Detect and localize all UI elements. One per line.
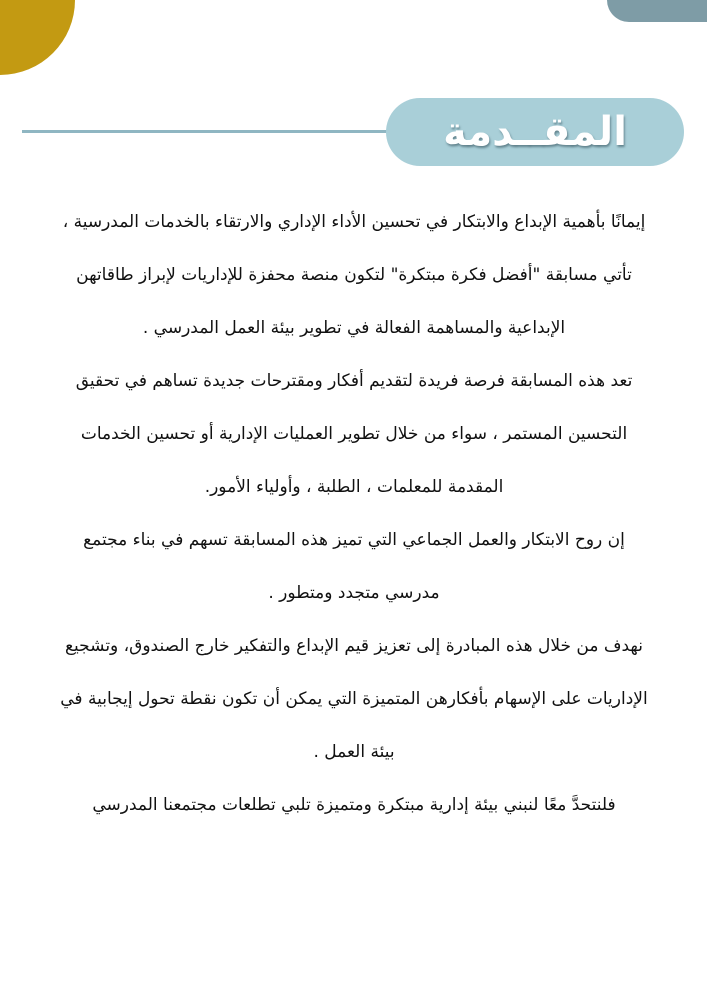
title-divider-line: [22, 130, 402, 133]
decorative-top-tab: [607, 0, 707, 22]
paragraph-goal: نهدف من خلال هذه المبادرة إلى تعزيز قيم الإبداع والتفكير خارج الصندوق، وتشجيع الإداريات على الإسهام بأفكارهن المتميزة التي يمكن أن تكون نقطة تحول إيجابية في بيئة العمل .: [60, 636, 648, 762]
page-title: المقــدمة: [443, 109, 627, 155]
title-banner: [386, 98, 684, 166]
paragraph-opportunity: تعد هذه المسابقة فرصة فريدة لتقديم أفكار ومقترحات جديدة تساهم في تحقيق التحسين المستمر ، سواء من خلال تطوير العمليات الإدارية أو تحسين الخدمات المقدمة للمعلمات ، الطلبة ، وأولياء الأمور.: [75, 371, 633, 497]
paragraph-spirit: إن روح الابتكار والعمل الجماعي التي تميز هذه المسابقة تسهم في بناء مجتمع مدرسي متجدد ومتطور .: [83, 530, 625, 603]
decorative-corner-circle: [0, 0, 75, 75]
paragraph-purpose: إيمانًا بأهمية الإبداع والابتكار في تحسين الأداء الإداري والارتقاء بالخدمات المدرسية ، تأتي مسابقة "أفضل فكرة مبتكرة" لتكون منصة محفزة للإداريات لإبراز طاقاتهن الإبداعية والمساهمة الفعالة في تطوير بيئة العمل المدرسي .: [62, 212, 646, 338]
introduction-body: [60, 196, 648, 832]
paragraph-closing: فلنتحدَّ معًا لنبني بيئة إدارية مبتكرة ومتميزة تلبي تطلعات مجتمعنا المدرسي: [92, 795, 616, 815]
